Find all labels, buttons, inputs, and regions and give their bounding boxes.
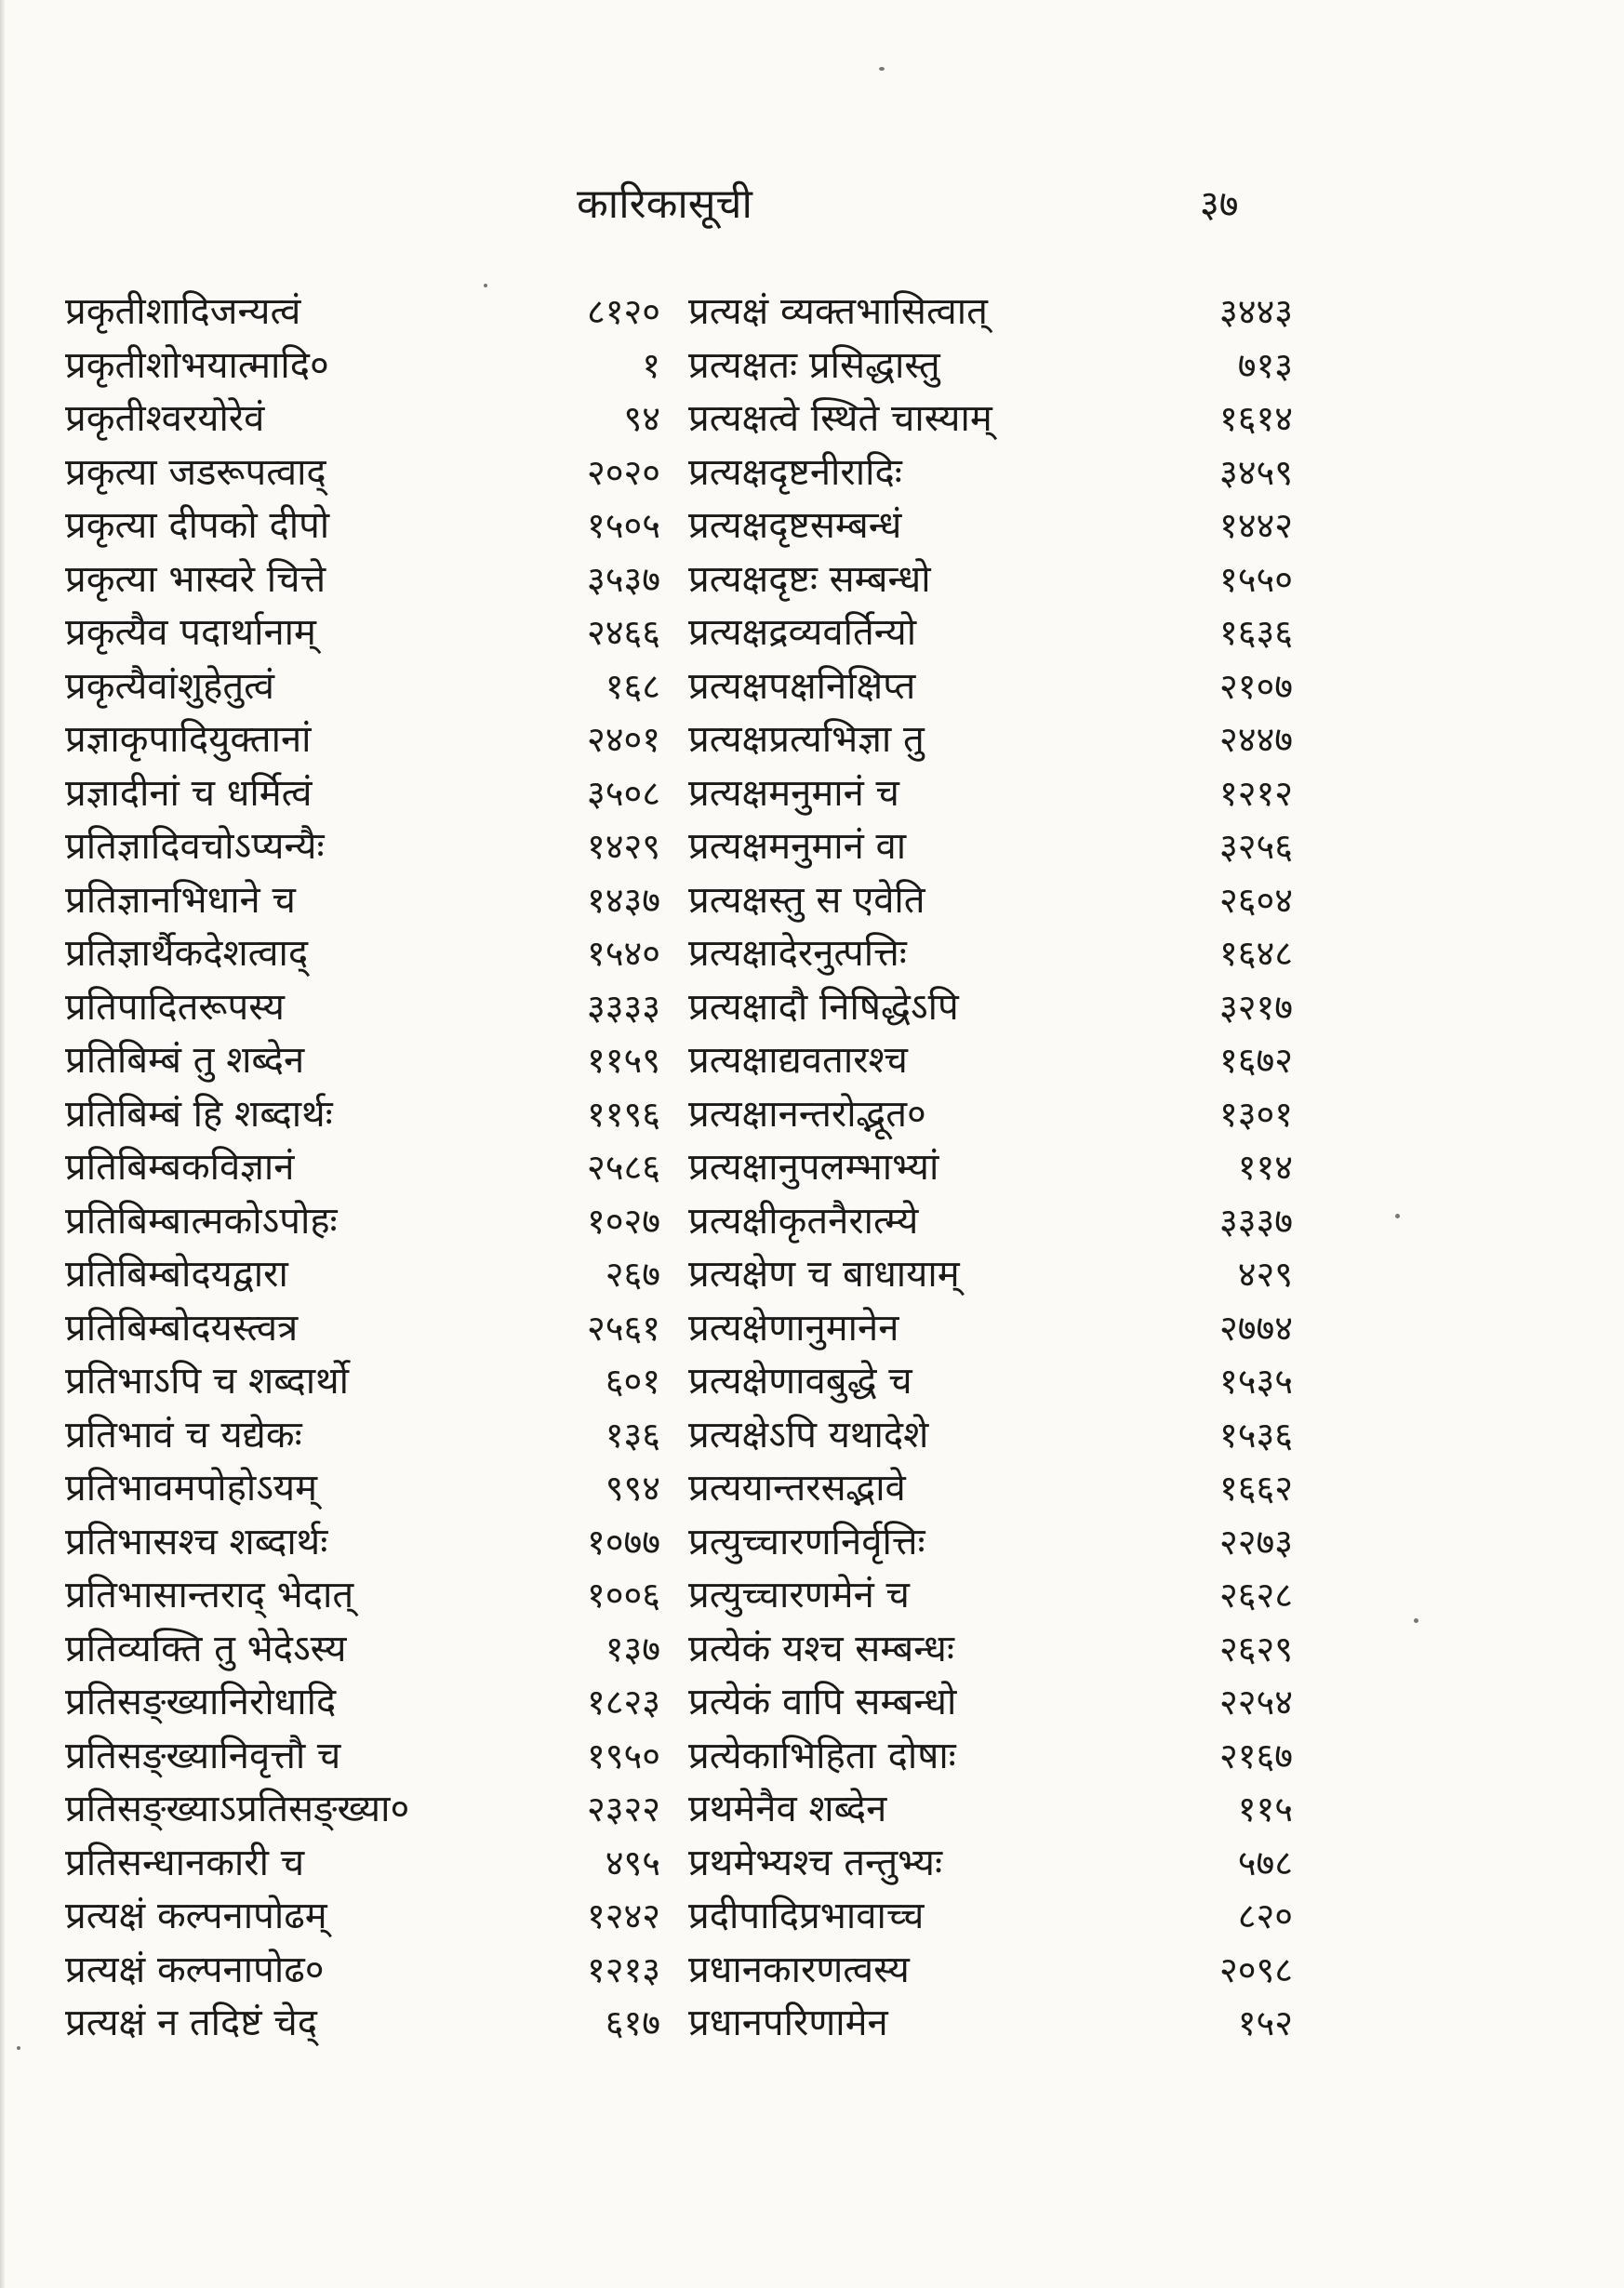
index-entry [688, 391, 1293, 445]
index-entry [65, 445, 660, 499]
karika-number: १२१२ [1218, 772, 1293, 814]
karika-number: ५७८ [1237, 1842, 1293, 1883]
karika-number: २४०१ [586, 719, 660, 760]
index-entry [65, 1888, 660, 1942]
index-entry [688, 1353, 1293, 1407]
index-entry [688, 1995, 1293, 2049]
karika-number: २६७ [605, 1254, 660, 1295]
karika-text: प्रतिज्ञार्थैकदेशत्वाद् [65, 932, 309, 975]
karika-text: प्रथमेनैव शब्देन [688, 1788, 887, 1830]
page-number: ३७ [1200, 183, 1239, 226]
index-entry [688, 1460, 1293, 1514]
karika-number: ३४५९ [1218, 451, 1293, 493]
karika-text: प्रदीपादिप्रभावाच्च [688, 1895, 925, 1937]
karika-number: २५८६ [586, 1147, 660, 1188]
index-entry [688, 1942, 1293, 1996]
karika-number: ४९५ [605, 1842, 660, 1883]
karika-text: प्रकृतीश्वरयोरेवं [65, 397, 265, 440]
index-entry [65, 925, 660, 979]
page-edge-shadow [0, 0, 6, 2288]
karika-text: प्रतिसन्धानकारी च [65, 1841, 305, 1884]
index-entry [65, 1032, 660, 1086]
index-entry [65, 765, 660, 819]
karika-number: १६१४ [1218, 398, 1293, 439]
karika-text: प्रकृत्या जडरूपत्वाद् [65, 450, 326, 494]
page-title: कारिकासूची [577, 180, 752, 228]
index-entry [65, 1193, 660, 1247]
karika-number: १९५० [586, 1735, 660, 1776]
karika-text: प्रत्यक्षेऽपि यथादेशे [688, 1413, 929, 1457]
karika-text: प्रत्यक्षदृष्टः सम्बन्धो [688, 557, 931, 601]
index-entry [688, 925, 1293, 979]
karika-text: प्रतिपादितरूपस्य [65, 985, 285, 1029]
karika-number: १५५० [1218, 558, 1293, 600]
karika-number: १५४० [586, 933, 660, 974]
karika-text: प्रत्यक्षीकृतनैरात्म्ये [688, 1199, 919, 1243]
index-entry [65, 818, 660, 872]
index-entry [688, 1407, 1293, 1461]
karika-text: प्रतिबिम्बोदयद्वारा [65, 1253, 288, 1296]
index-entry [688, 338, 1293, 392]
index-entry [688, 1674, 1293, 1728]
scan-speck [484, 284, 487, 287]
karika-text: प्रतिभाऽपि च शब्दार्थो [65, 1360, 350, 1403]
index-entry [65, 284, 660, 338]
karika-text: प्रत्यक्षदृष्टसम्बन्धं [688, 504, 902, 547]
karika-text: प्रत्यक्षपक्षनिक्षिप्त [688, 664, 916, 708]
karika-text: प्रकृतीशादिजन्यत्वं [65, 290, 301, 333]
karika-number: ८१२० [586, 291, 660, 332]
index-entry [65, 1353, 660, 1407]
index-entry [65, 391, 660, 445]
index-entry [65, 979, 660, 1033]
right-column [688, 284, 1293, 2049]
index-entry [65, 1728, 660, 1782]
index-entry [688, 498, 1293, 552]
karika-number: २४६६ [586, 612, 660, 653]
karika-text: प्रतिबिम्बं हि शब्दार्थः [65, 1092, 333, 1136]
karika-number: १५२ [1237, 2002, 1293, 2043]
index-entry [65, 1567, 660, 1621]
karika-number: १८२३ [586, 1682, 660, 1723]
karika-text: प्रत्येकं वापि सम्बन्धो [688, 1681, 957, 1723]
karika-text: प्रज्ञाकृपादियुक्तानां [65, 718, 312, 761]
karika-text: प्रत्यक्षेण च बाधायाम् [688, 1253, 960, 1296]
index-entry [65, 1246, 660, 1300]
karika-text: प्रतिबिम्बोदयस्त्वत्र [65, 1306, 299, 1350]
karika-text: प्रतिसङ्ख्यानिवृत्तौ च [65, 1734, 341, 1777]
karika-number: ६१७ [605, 2002, 660, 2043]
index-entry [688, 1888, 1293, 1942]
karika-text: प्रतिबिम्बं तु शब्देन [65, 1039, 305, 1082]
karika-number: १०७७ [586, 1521, 660, 1563]
karika-text: प्रज्ञादीनां च धर्मित्वं [65, 771, 313, 815]
index-entry [65, 1460, 660, 1514]
karika-number: १०२७ [586, 1200, 660, 1242]
index-entry [65, 658, 660, 712]
karika-text: प्रत्येकं यश्च सम्बन्धः [688, 1627, 954, 1670]
karika-number: ६०१ [605, 1361, 660, 1402]
index-entry [688, 1835, 1293, 1889]
karika-text: प्रतिभावं च यद्येकः [65, 1413, 302, 1457]
karika-number: २५६१ [586, 1307, 660, 1349]
index-entry [688, 979, 1293, 1033]
karika-text: प्रकृत्या दीपको दीपो [65, 504, 330, 547]
karika-number: १००६ [586, 1575, 660, 1616]
index-entry [65, 338, 660, 392]
index-entry [688, 552, 1293, 605]
index-entry [688, 1567, 1293, 1621]
karika-text: प्रत्यक्षमनुमानं वा [688, 825, 907, 868]
karika-number: २०२० [586, 451, 660, 493]
index-entry [65, 498, 660, 552]
karika-text: प्रकृत्या भास्वरे चित्ते [65, 557, 326, 601]
karika-text: प्रत्यक्षस्तु स एवेति [688, 878, 925, 922]
karika-text: प्रधानकारणत्वस्य [688, 1948, 910, 1991]
karika-number: ९९४ [605, 1468, 660, 1509]
karika-text: प्रत्यक्षं न तदिष्टं चेद् [65, 2002, 317, 2044]
karika-text: प्रतिभावमपोहोऽयम् [65, 1467, 318, 1510]
karika-number: १२४२ [586, 1896, 660, 1936]
index-entry [688, 1621, 1293, 1675]
karika-number: ३४४३ [1218, 291, 1293, 332]
karika-number: १४२९ [586, 826, 660, 867]
index-entry [65, 1621, 660, 1675]
karika-text: प्रत्यक्षेणावबुद्धे च [688, 1360, 912, 1403]
scan-speck [879, 67, 885, 71]
karika-text: प्रधानपरिणामेन [688, 2002, 888, 2044]
karika-number: १४४२ [1218, 505, 1293, 546]
karika-number: १५३५ [1218, 1361, 1293, 1402]
karika-number: २२५४ [1218, 1682, 1293, 1723]
index-entry [65, 605, 660, 658]
index-entry [65, 1300, 660, 1354]
index-entry [688, 872, 1293, 926]
karika-number: २६२८ [1218, 1575, 1293, 1616]
karika-number: ९४ [623, 398, 660, 439]
karika-number: १५३६ [1218, 1414, 1293, 1456]
karika-number: ३५३७ [586, 558, 660, 600]
index-entry [65, 1514, 660, 1568]
karika-number: २१६७ [1218, 1735, 1293, 1776]
index-entry [688, 1300, 1293, 1354]
index-entry [688, 1139, 1293, 1193]
index-entry [688, 1086, 1293, 1140]
karika-text: प्रतिबिम्बात्मकोऽपोहः [65, 1199, 338, 1243]
index-entry [688, 658, 1293, 712]
index-entry [688, 605, 1293, 658]
karika-text: प्रतिभासश्च शब्दार्थः [65, 1520, 328, 1563]
index-entry [65, 1835, 660, 1889]
karika-text: प्रत्यक्षादौ निषिद्धेऽपि [688, 985, 959, 1029]
karika-number: २४४७ [1218, 719, 1293, 760]
left-column [65, 284, 660, 2049]
karika-number: १३६ [605, 1414, 660, 1456]
index-entry [688, 1728, 1293, 1782]
index-entry [688, 765, 1293, 819]
karika-text: प्रत्यक्षं व्यक्तभासित्वात् [688, 290, 988, 333]
karika-number: ३२१७ [1218, 986, 1293, 1028]
karika-text: प्रत्ययान्तरसद्भावे [688, 1467, 906, 1510]
karika-number: २६०४ [1218, 879, 1293, 921]
karika-number: १६६२ [1218, 1468, 1293, 1509]
karika-text: प्रकृत्यैवांशुहेतुत्वं [65, 664, 274, 708]
karika-number: २३२२ [586, 1789, 660, 1829]
index-entry [688, 712, 1293, 765]
index-entry [65, 1995, 660, 2049]
karika-text: प्रत्यक्षतः प्रसिद्धास्तु [688, 343, 940, 387]
index-entry [688, 284, 1293, 338]
karika-number: ८२० [1237, 1896, 1293, 1936]
karika-text: प्रतिबिम्बकविज्ञानं [65, 1146, 295, 1189]
karika-number: १६८ [605, 665, 660, 707]
index-entry [65, 1407, 660, 1461]
karika-text: प्रत्यक्षादेरनुत्पत्तिः [688, 932, 907, 975]
karika-text: प्रत्यक्षेणानुमानेन [688, 1306, 899, 1350]
karika-text: प्रतिज्ञादिवचोऽप्यन्यैः [65, 825, 325, 868]
karika-text: प्रकृत्यैव पदार्थानाम् [65, 611, 316, 654]
index-entry [65, 712, 660, 765]
karika-text: प्रत्यक्षप्रत्यभिज्ञा तु [688, 718, 925, 761]
page-header [0, 177, 1624, 242]
scan-speck [1395, 1214, 1400, 1218]
karika-number: ३२५६ [1218, 826, 1293, 867]
karika-number: १४३७ [586, 879, 660, 921]
karika-number: ७१३ [1237, 344, 1293, 386]
karika-number: २२७३ [1218, 1521, 1293, 1563]
karika-number: २०९८ [1218, 1949, 1293, 1990]
karika-text: प्रत्यक्षत्वे स्थिते चास्याम् [688, 397, 992, 440]
karika-number: २७७४ [1218, 1307, 1293, 1349]
karika-text: प्रत्यक्षाद्यवतारश्च [688, 1039, 908, 1082]
karika-text: प्रतिज्ञानभिधाने च [65, 878, 296, 922]
karika-number: २६२९ [1218, 1628, 1293, 1669]
index-entry [65, 1086, 660, 1140]
karika-number: १ [642, 344, 660, 386]
karika-text: प्रत्युच्चारणनिर्वृत्तिः [688, 1520, 925, 1563]
karika-number: ११५९ [586, 1040, 660, 1081]
karika-number: ३५०८ [586, 772, 660, 814]
index-entry [65, 1942, 660, 1996]
karika-text: प्रत्यक्षद्रव्यवर्तिन्यो [688, 611, 917, 654]
karika-text: प्रत्युच्चारणमेनं च [688, 1574, 910, 1616]
karika-number: २१०७ [1218, 665, 1293, 707]
karika-number: ११९६ [586, 1093, 660, 1135]
karika-text: प्रतिसङ्ख्याऽप्रतिसङ्ख्या० [65, 1788, 410, 1830]
karika-text: प्रकृतीशोभयात्मादि० [65, 343, 329, 387]
karika-number: १६४८ [1218, 933, 1293, 974]
index-entry [688, 1781, 1293, 1835]
karika-number: १२१३ [586, 1949, 660, 1990]
index-entry [688, 1032, 1293, 1086]
karika-number: ३३३७ [1218, 1200, 1293, 1242]
karika-number: ४२९ [1237, 1254, 1293, 1295]
index-entry [688, 1514, 1293, 1568]
index-entry [688, 1193, 1293, 1247]
karika-number: १६७२ [1218, 1040, 1293, 1081]
karika-number: ३३३३ [586, 986, 660, 1028]
index-entry [65, 1139, 660, 1193]
karika-text: प्रत्यक्षदृष्टनीरादिः [688, 450, 902, 494]
index-entry [688, 445, 1293, 499]
karika-text: प्रत्यक्षानन्तरोद्भूत० [688, 1092, 926, 1136]
index-entry [65, 872, 660, 926]
index-entry [65, 1674, 660, 1728]
karika-text: प्रतिसङ्ख्यानिरोधादि [65, 1681, 337, 1723]
scan-speck [1414, 1618, 1418, 1623]
karika-number: १६३६ [1218, 612, 1293, 653]
karika-text: प्रत्यक्षं कल्पनापोढ० [65, 1948, 325, 1991]
index-entry [688, 1246, 1293, 1300]
karika-text: प्रत्यक्षानुपलम्भाभ्यां [688, 1146, 939, 1189]
karika-text: प्रथमेभ्यश्च तन्तुभ्यः [688, 1841, 943, 1884]
karika-number: १३७ [605, 1628, 660, 1669]
scan-speck [17, 2046, 20, 2050]
karika-number: १५०५ [586, 505, 660, 546]
index-entry [65, 1781, 660, 1835]
index-entry [65, 552, 660, 605]
karika-number: ११५ [1237, 1789, 1293, 1829]
karika-text: प्रत्येकाभिहिता दोषाः [688, 1734, 956, 1777]
index-entry [688, 818, 1293, 872]
karika-text: प्रतिव्यक्ति तु भेदेऽस्य [65, 1627, 347, 1670]
karika-text: प्रत्यक्षमनुमानं च [688, 771, 899, 815]
karika-text: प्रत्यक्षं कल्पनापोढम् [65, 1895, 327, 1937]
karika-number: १३०१ [1218, 1093, 1293, 1135]
karika-number: ११४ [1237, 1147, 1293, 1188]
karika-text: प्रतिभासान्तराद् भेदात् [65, 1574, 354, 1616]
